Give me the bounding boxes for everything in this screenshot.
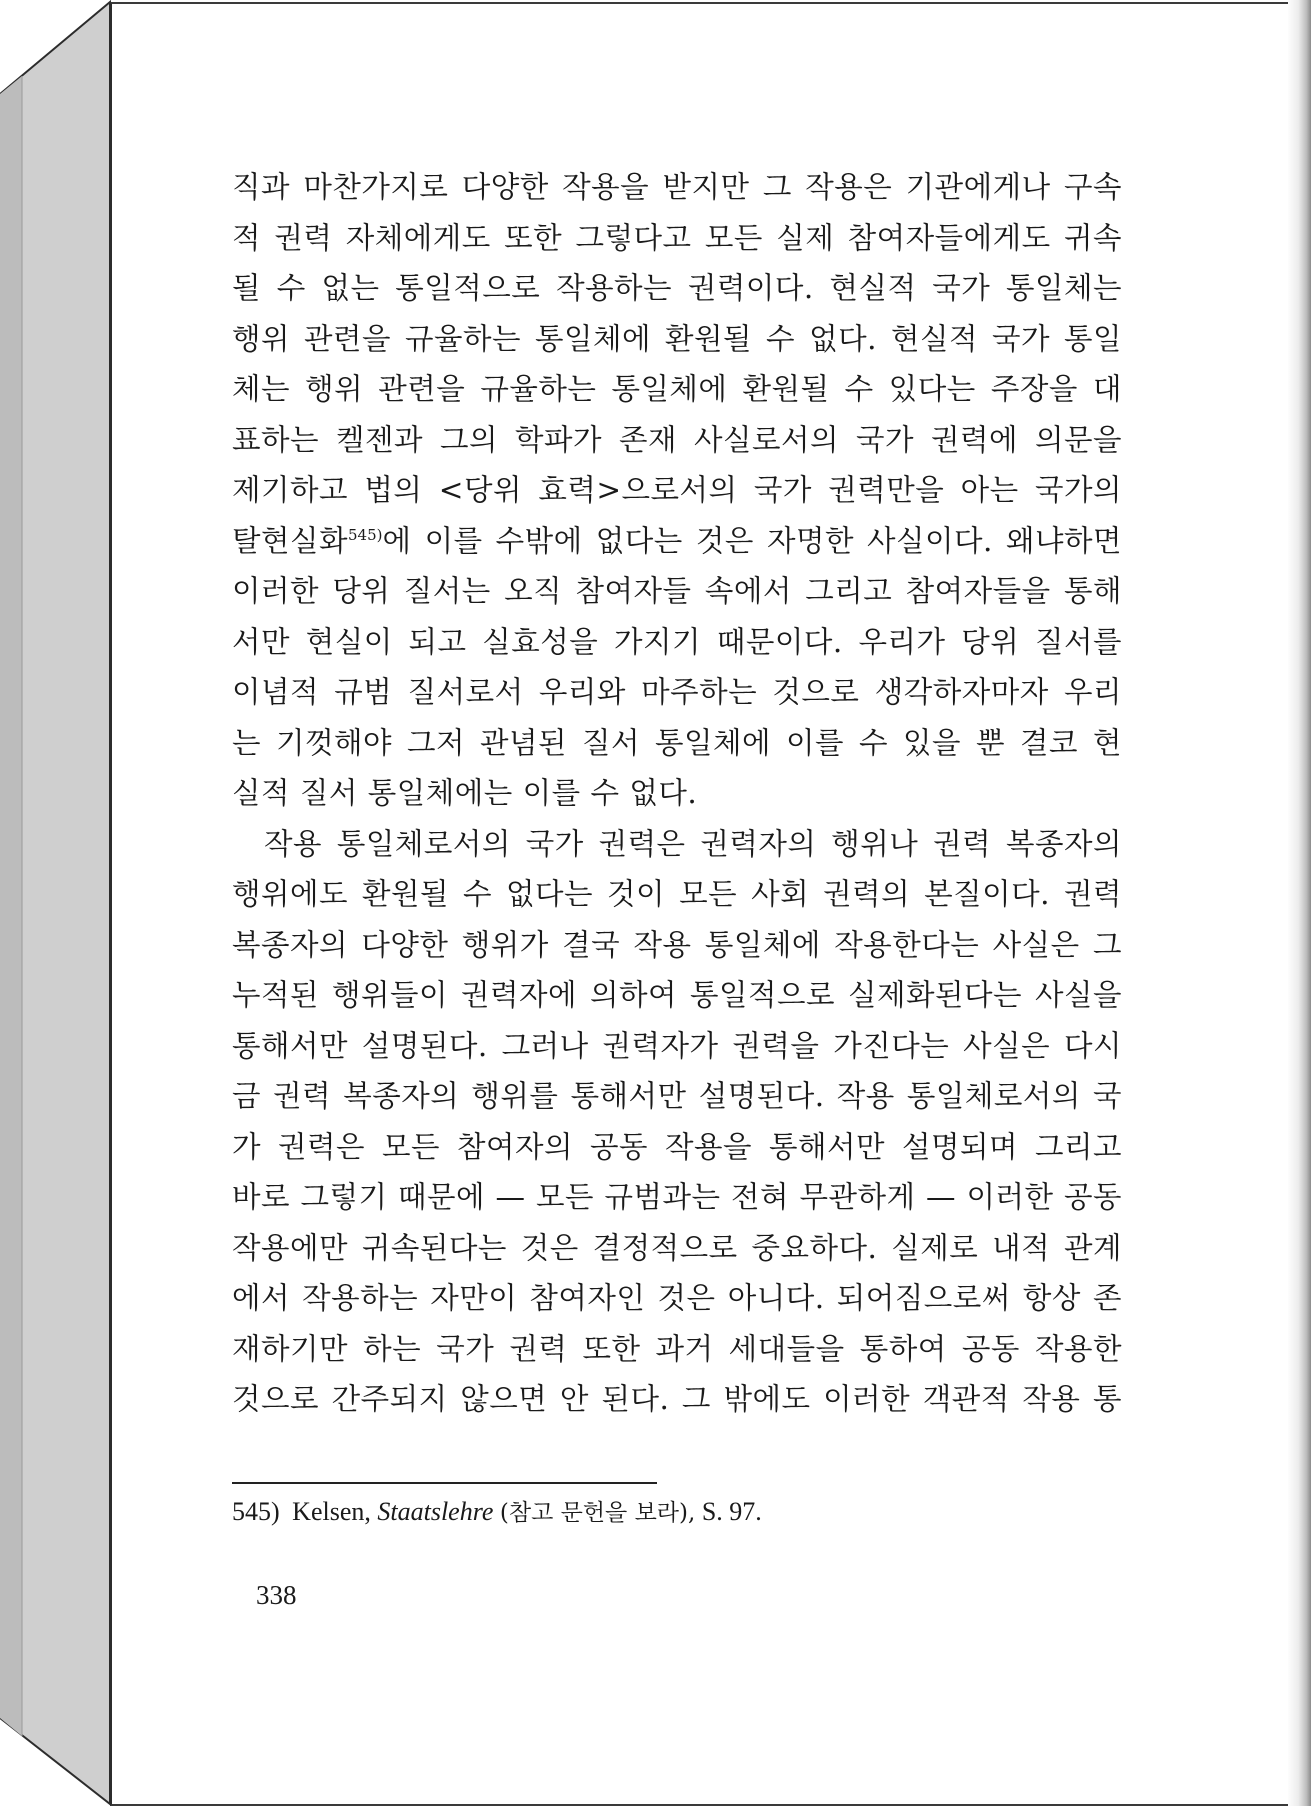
text-line: 제기하고 법의 <당위 효력>으로서의 국가 권력만을 아는 국가의 [232, 473, 1122, 507]
page-number: 338 [256, 1580, 297, 1610]
text-line: 에서 작용하는 자만이 참여자인 것은 아니다. 되어짐으로써 항상 존 [232, 1281, 1122, 1315]
text-line: 체는 행위 관련을 규율하는 통일체에 환원될 수 있다는 주장을 대 [232, 372, 1122, 406]
footnote-reference: 545) [348, 525, 383, 544]
book-spine-graphic [0, 0, 112, 1806]
body-text [232, 162, 1122, 1425]
paragraph [232, 819, 1122, 1425]
footnote-work-title: Staatslehre [377, 1497, 494, 1526]
text-line: 될 수 없는 통일적으로 작용하는 권력이다. 현실적 국가 통일체는 [232, 271, 1122, 305]
text-line: 통해서만 설명된다. 그러나 권력자가 권력을 가진다는 사실은 다시 [232, 1028, 1122, 1063]
page-right-edge-shadow [1288, 0, 1311, 1806]
text-line: 이러한 당위 질서는 오직 참여자들 속에서 그리고 참여자들을 통해 [232, 574, 1122, 608]
text-line: 것으로 간주되지 않으면 안 된다. 그 밖에도 이러한 객관적 작용 통 [232, 1382, 1122, 1416]
footnote-note: (참고 문헌을 보라), [499, 1500, 696, 1526]
text-line: 행위에도 환원될 수 없다는 것이 모든 사회 권력의 본질이다. 권력 [232, 877, 1122, 911]
text-line: 서만 현실이 되고 실효성을 가지기 때문이다. 우리가 당위 질서를 [232, 624, 1122, 659]
text-line: 누적된 행위들이 권력자에 의하여 통일적으로 실제화된다는 사실을 [232, 978, 1122, 1012]
text-line: 금 권력 복종자의 행위를 통해서만 설명된다. 작용 통일체로서의 국 [232, 1079, 1122, 1113]
text-line: 재하기만 하는 국가 권력 또한 과거 세대들을 통하여 공동 작용한 [232, 1331, 1122, 1366]
text-line: 실적 질서 통일체에는 이를 수 없다. [232, 776, 698, 810]
text-line: 적 권력 자체에게도 또한 그렇다고 모든 실제 참여자들에게도 귀속 [232, 220, 1122, 255]
text-line: 표하는 켈젠과 그의 학파가 존재 사실로서의 국가 권력에 의문을 [232, 422, 1122, 457]
footnote-divider [232, 1482, 657, 1484]
text-line: 탈현실화$^{545)}$에 이를 수밖에 없다는 것은 자명한 사실이다. 왜냐하면 [232, 523, 1122, 558]
text-line: 작용에만 귀속된다는 것은 결정적으로 중요하다. 실제로 내적 관계 [232, 1230, 1122, 1265]
book-spine [0, 0, 112, 1806]
text-line: 는 기껏해야 그저 관념된 질서 통일체에 이를 수 있을 뿐 결코 현 [232, 725, 1122, 760]
footnote-author: Kelsen, [292, 1497, 371, 1526]
text-line: 복종자의 다양한 행위가 결국 작용 통일체에 작용한다는 사실은 그 [232, 927, 1122, 962]
text-line: 가 권력은 모든 참여자의 공동 작용을 통해서만 설명되며 그리고 [232, 1129, 1122, 1164]
text-line: 바로 그렇기 때문에 — 모든 규범과는 전혀 무관하게 — 이러한 공동 [232, 1180, 1122, 1214]
footnote [232, 1494, 762, 1527]
text-line: 직과 마찬가지로 다양한 작용을 받지만 그 작용은 기관에게나 구속 [232, 170, 1122, 204]
text-line: 이념적 규범 질서로서 우리와 마주하는 것으로 생각하자마자 우리 [232, 675, 1122, 709]
text-line: 행위 관련을 규율하는 통일체에 환원될 수 없다. 현실적 국가 통일 [232, 321, 1122, 356]
text-line: 작용 통일체로서의 국가 권력은 권력자의 행위나 권력 복종자의 [264, 826, 1122, 861]
footnote-mark: 545) [232, 1497, 280, 1526]
footnote-pages: S. 97. [701, 1497, 762, 1526]
paragraph [232, 162, 1122, 819]
